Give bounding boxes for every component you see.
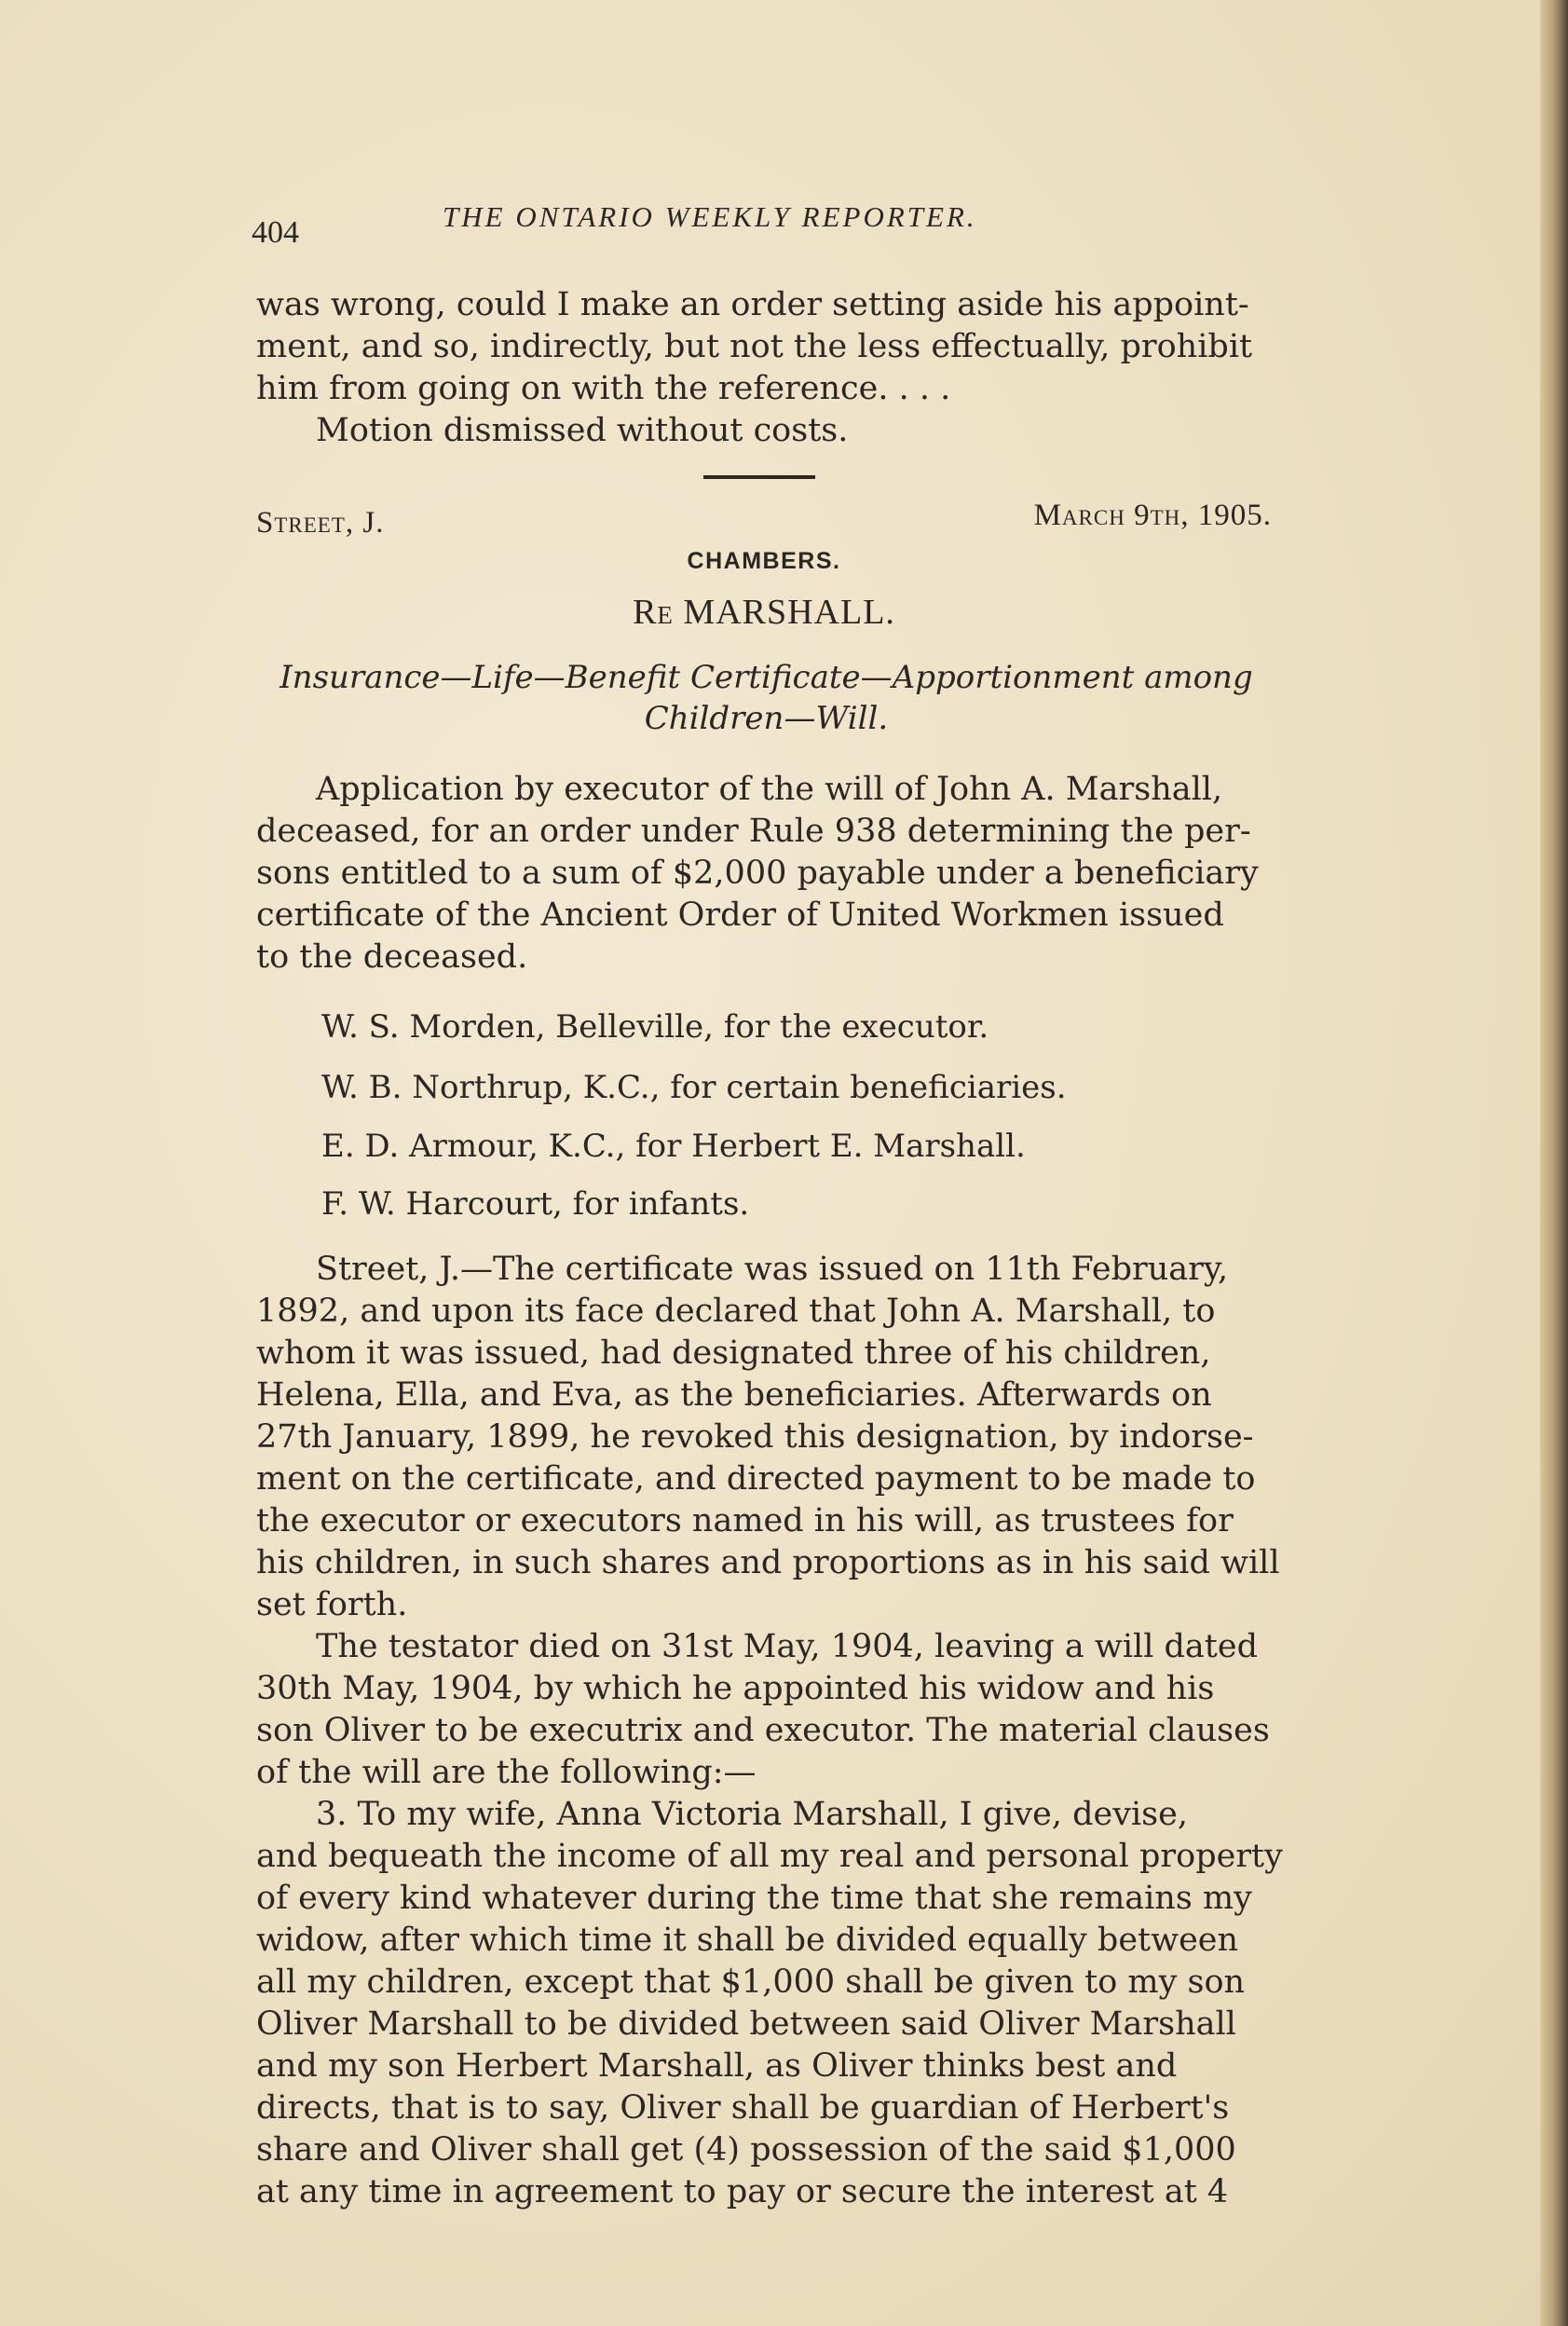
case-title: Re MARSHALL. <box>633 593 895 632</box>
text-line: Application by executor of the will of John A. Marshall, <box>316 771 1223 808</box>
book-spine-edge <box>1540 0 1568 2326</box>
page-header <box>252 200 1295 256</box>
text-line: sons entitled to a sum of $2,000 payable under a beneficiary <box>256 855 1259 892</box>
court-label: CHAMBERS. <box>687 548 841 574</box>
text-line: directs, that is to say, Oliver shall be guardian of Herbert's <box>256 2089 1230 2127</box>
headnote-line: Insurance—Life—Benefit Certificate—Apportionment among <box>280 659 1253 696</box>
counsel-line: F. W. Harcourt, for infants. <box>321 1185 750 1223</box>
prior-case-text <box>256 284 1290 452</box>
text-line: of the will are the following:— <box>256 1754 757 1791</box>
text-line: The testator died on 31st May, 1904, leaving a will dated <box>316 1628 1258 1665</box>
text-line: ment, and so, indirectly, but not the less effectually, prohibit <box>256 328 1253 365</box>
text-line: deceased, for an order under Rule 938 determining the per- <box>256 813 1251 850</box>
text-line: ment on the certificate, and directed payment to be made to <box>256 1460 1256 1498</box>
text-line: was wrong, could I make an order setting aside his appoint- <box>256 286 1249 323</box>
text-line: at any time in agreement to pay or secure the interest at 4 <box>256 2173 1229 2210</box>
text-line: Oliver Marshall to be divided between said Oliver Marshall <box>256 2005 1236 2043</box>
section-divider <box>703 475 815 479</box>
running-title: THE ONTARIO WEEKLY REPORTER. <box>443 200 977 233</box>
text-line: of every kind whatever during the time that she remains my <box>256 1880 1252 1917</box>
text-line: and my son Herbert Marshall, as Oliver thinks best and <box>256 2047 1178 2085</box>
disposition: Motion dismissed without costs. <box>316 412 849 449</box>
counsel-line: E. D. Armour, K.C., for Herbert E. Marshall. <box>321 1128 1026 1165</box>
text-line: 30th May, 1904, by which he appointed his widow and his <box>256 1670 1215 1707</box>
text-line: widow, after which time it shall be divided equally between <box>256 1922 1239 1959</box>
counsel-line: W. S. Morden, Belleville, for the executor. <box>321 1008 989 1046</box>
page-number: 404 <box>252 215 299 250</box>
application-paragraph <box>256 769 1290 978</box>
text-line: all my children, except that $1,000 shall be given to my son <box>256 1963 1246 2001</box>
decision-date: March 9th, 1905. <box>1033 499 1272 532</box>
text-line: Helena, Ella, and Eva, as the beneficiaries. Afterwards on <box>256 1376 1212 1414</box>
headnote <box>256 657 1276 739</box>
text-line: 1892, and upon its face declared that John A. Marshall, to <box>256 1293 1216 1330</box>
text-line: to the deceased. <box>256 938 528 976</box>
text-line: 27th January, 1899, he revoked this designation, by indorse- <box>256 1418 1254 1456</box>
text-line: the executor or executors named in his will, as trustees for <box>256 1502 1234 1539</box>
text-line: son Oliver to be executrix and executor. The material clauses <box>256 1712 1270 1749</box>
text-line: Street, J.—The certificate was issued on 11th February, <box>316 1251 1229 1288</box>
text-line: whom it was issued, had designated three of his children, <box>256 1334 1211 1372</box>
headnote-line: Children—Will. <box>644 700 889 737</box>
text-line: share and Oliver shall get (4) possession of the said $1,000 <box>256 2131 1236 2169</box>
judge-name: Street, J. <box>256 506 385 540</box>
text-line: and bequeath the income of all my real and personal property <box>256 1838 1283 1875</box>
judgment-text <box>256 1249 1290 2213</box>
text-line: 3. To my wife, Anna Victoria Marshall, I give, devise, <box>316 1796 1188 1833</box>
text-line: set forth. <box>256 1586 408 1623</box>
text-line: certificate of the Ancient Order of United Workmen issued <box>256 896 1224 934</box>
text-line: him from going on with the reference. . . . <box>256 370 951 407</box>
counsel-line: W. B. Northrup, K.C., for certain beneficiaries. <box>321 1069 1067 1106</box>
text-line: his children, in such shares and proportions as in his said will <box>256 1544 1280 1581</box>
judge-date-line <box>256 499 1272 545</box>
